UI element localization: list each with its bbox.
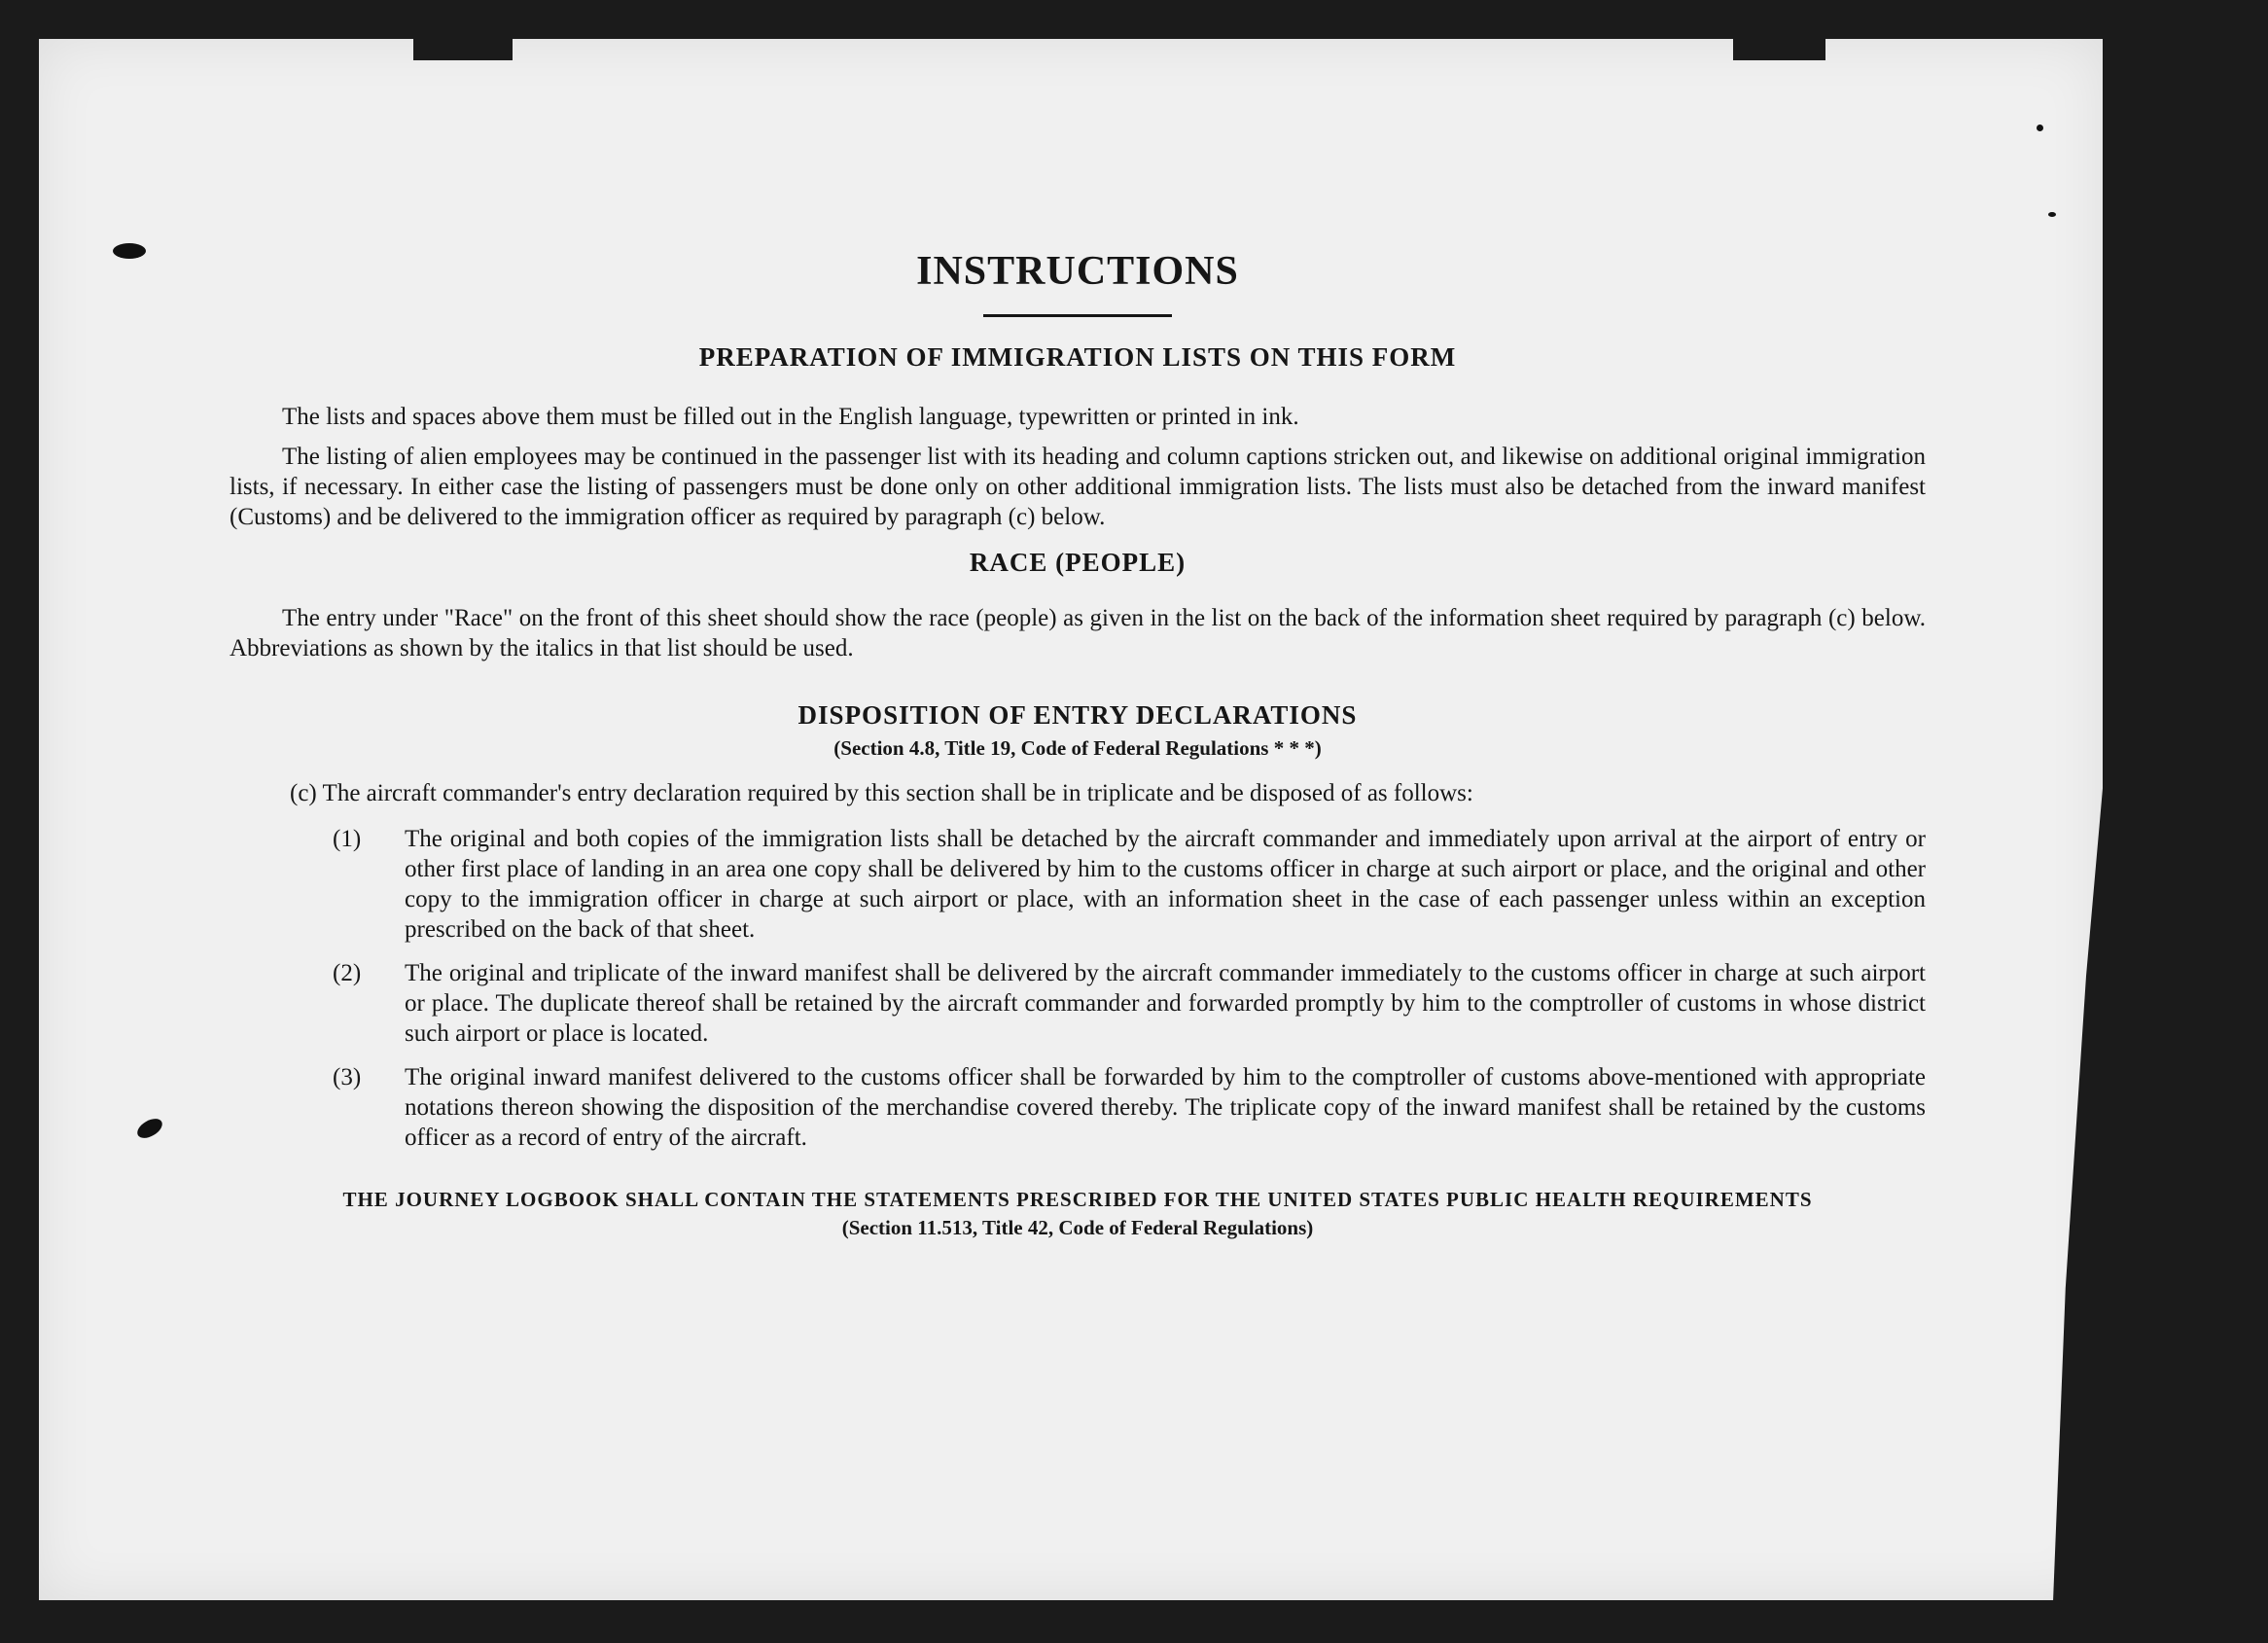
page-title: INSTRUCTIONS: [916, 249, 1239, 294]
section-subheading-disposition: (Section 4.8, Title 19, Code of Federal Regulations * * *): [833, 736, 1322, 760]
list-item-text: The original and triplicate of the inward manifest shall be delivered by the aircraft commander immediately to the customs officer in charge at such airport or place. The duplicate thereof shall be retained by the aircraft commander and forwarded promptly by him to the comptroller of customs in whose district such airport or place is located.: [405, 960, 1926, 1047]
list-item-number: (3): [333, 1064, 362, 1090]
list-item-text: The original and both copies of the immigration lists shall be detached by the aircraft commander and immediately upon arrival at the airport of entry or other first place of landing in an area one copy shall be delivered by him to the customs officer in charge at such airport or place, and the original and other copy to the immigration officer in charge at such airport or place, with an information sheet in the case of each passenger unless within an exception prescribed on the back of that sheet.: [405, 826, 1926, 943]
paragraph-alien-employees: The listing of alien employees may be continued in the passenger list with its heading and column captions stricken out, and likewise on additional original immigration lists, if necessary. In either case the listing of passengers must be done only on other additional immigration lists. The lists must also be detached from the inward manifest (Customs) and be delivered to the immigration officer as required by paragraph (c) below.: [230, 444, 1926, 530]
list-item: [230, 824, 1926, 945]
section-heading-preparation: PREPARATION OF IMMIGRATION LISTS ON THIS FORM: [698, 342, 1457, 372]
list-item-number: (1): [333, 826, 362, 852]
ink-speck: [2048, 212, 2056, 217]
section-heading-disposition: DISPOSITION OF ENTRY DECLARATIONS: [797, 700, 1358, 730]
section-heading-race: RACE (PEOPLE): [969, 548, 1187, 577]
list-item: [230, 1062, 1926, 1153]
footer-title: THE JOURNEY LOGBOOK SHALL CONTAIN THE STATEMENTS PRESCRIBED FOR THE UNITED STATES PUBLIC HEALTH REQUIREMENTS: [342, 1188, 1813, 1211]
list-item-number: (2): [333, 960, 362, 986]
paragraph-language: The lists and spaces above them must be filled out in the English language, typewritten or printed in ink.: [282, 404, 1299, 430]
ink-speck: [113, 243, 146, 259]
footer-subtitle: (Section 11.513, Title 42, Code of Federal Regulations): [841, 1216, 1314, 1239]
ink-speck: [2037, 125, 2043, 131]
list-item: [230, 958, 1926, 1049]
title-rule: [983, 314, 1172, 317]
list-item-text: The original inward manifest delivered to the customs officer shall be forwarded by him to the comptroller of customs above-mentioned with appropriate notations thereon showing the disposition of the merchandise covered thereby. The triplicate copy of the inward manifest shall be retained by the customs officer as a record of entry of the aircraft.: [405, 1064, 1926, 1151]
paragraph-race-entry: The entry under "Race" on the front of this sheet should show the race (people) as given in the list on the back of the information sheet required by paragraph (c) below. Abbreviations as shown by the italics in that list should be used.: [230, 605, 1926, 661]
binding-tab-left: [413, 39, 513, 60]
paragraph-c-intro: (c) The aircraft commander's entry declaration required by this section shall be in triplicate and be disposed of as follows:: [290, 780, 1473, 806]
instructions-content: [230, 248, 1926, 1240]
binding-tab-right: [1733, 39, 1825, 60]
